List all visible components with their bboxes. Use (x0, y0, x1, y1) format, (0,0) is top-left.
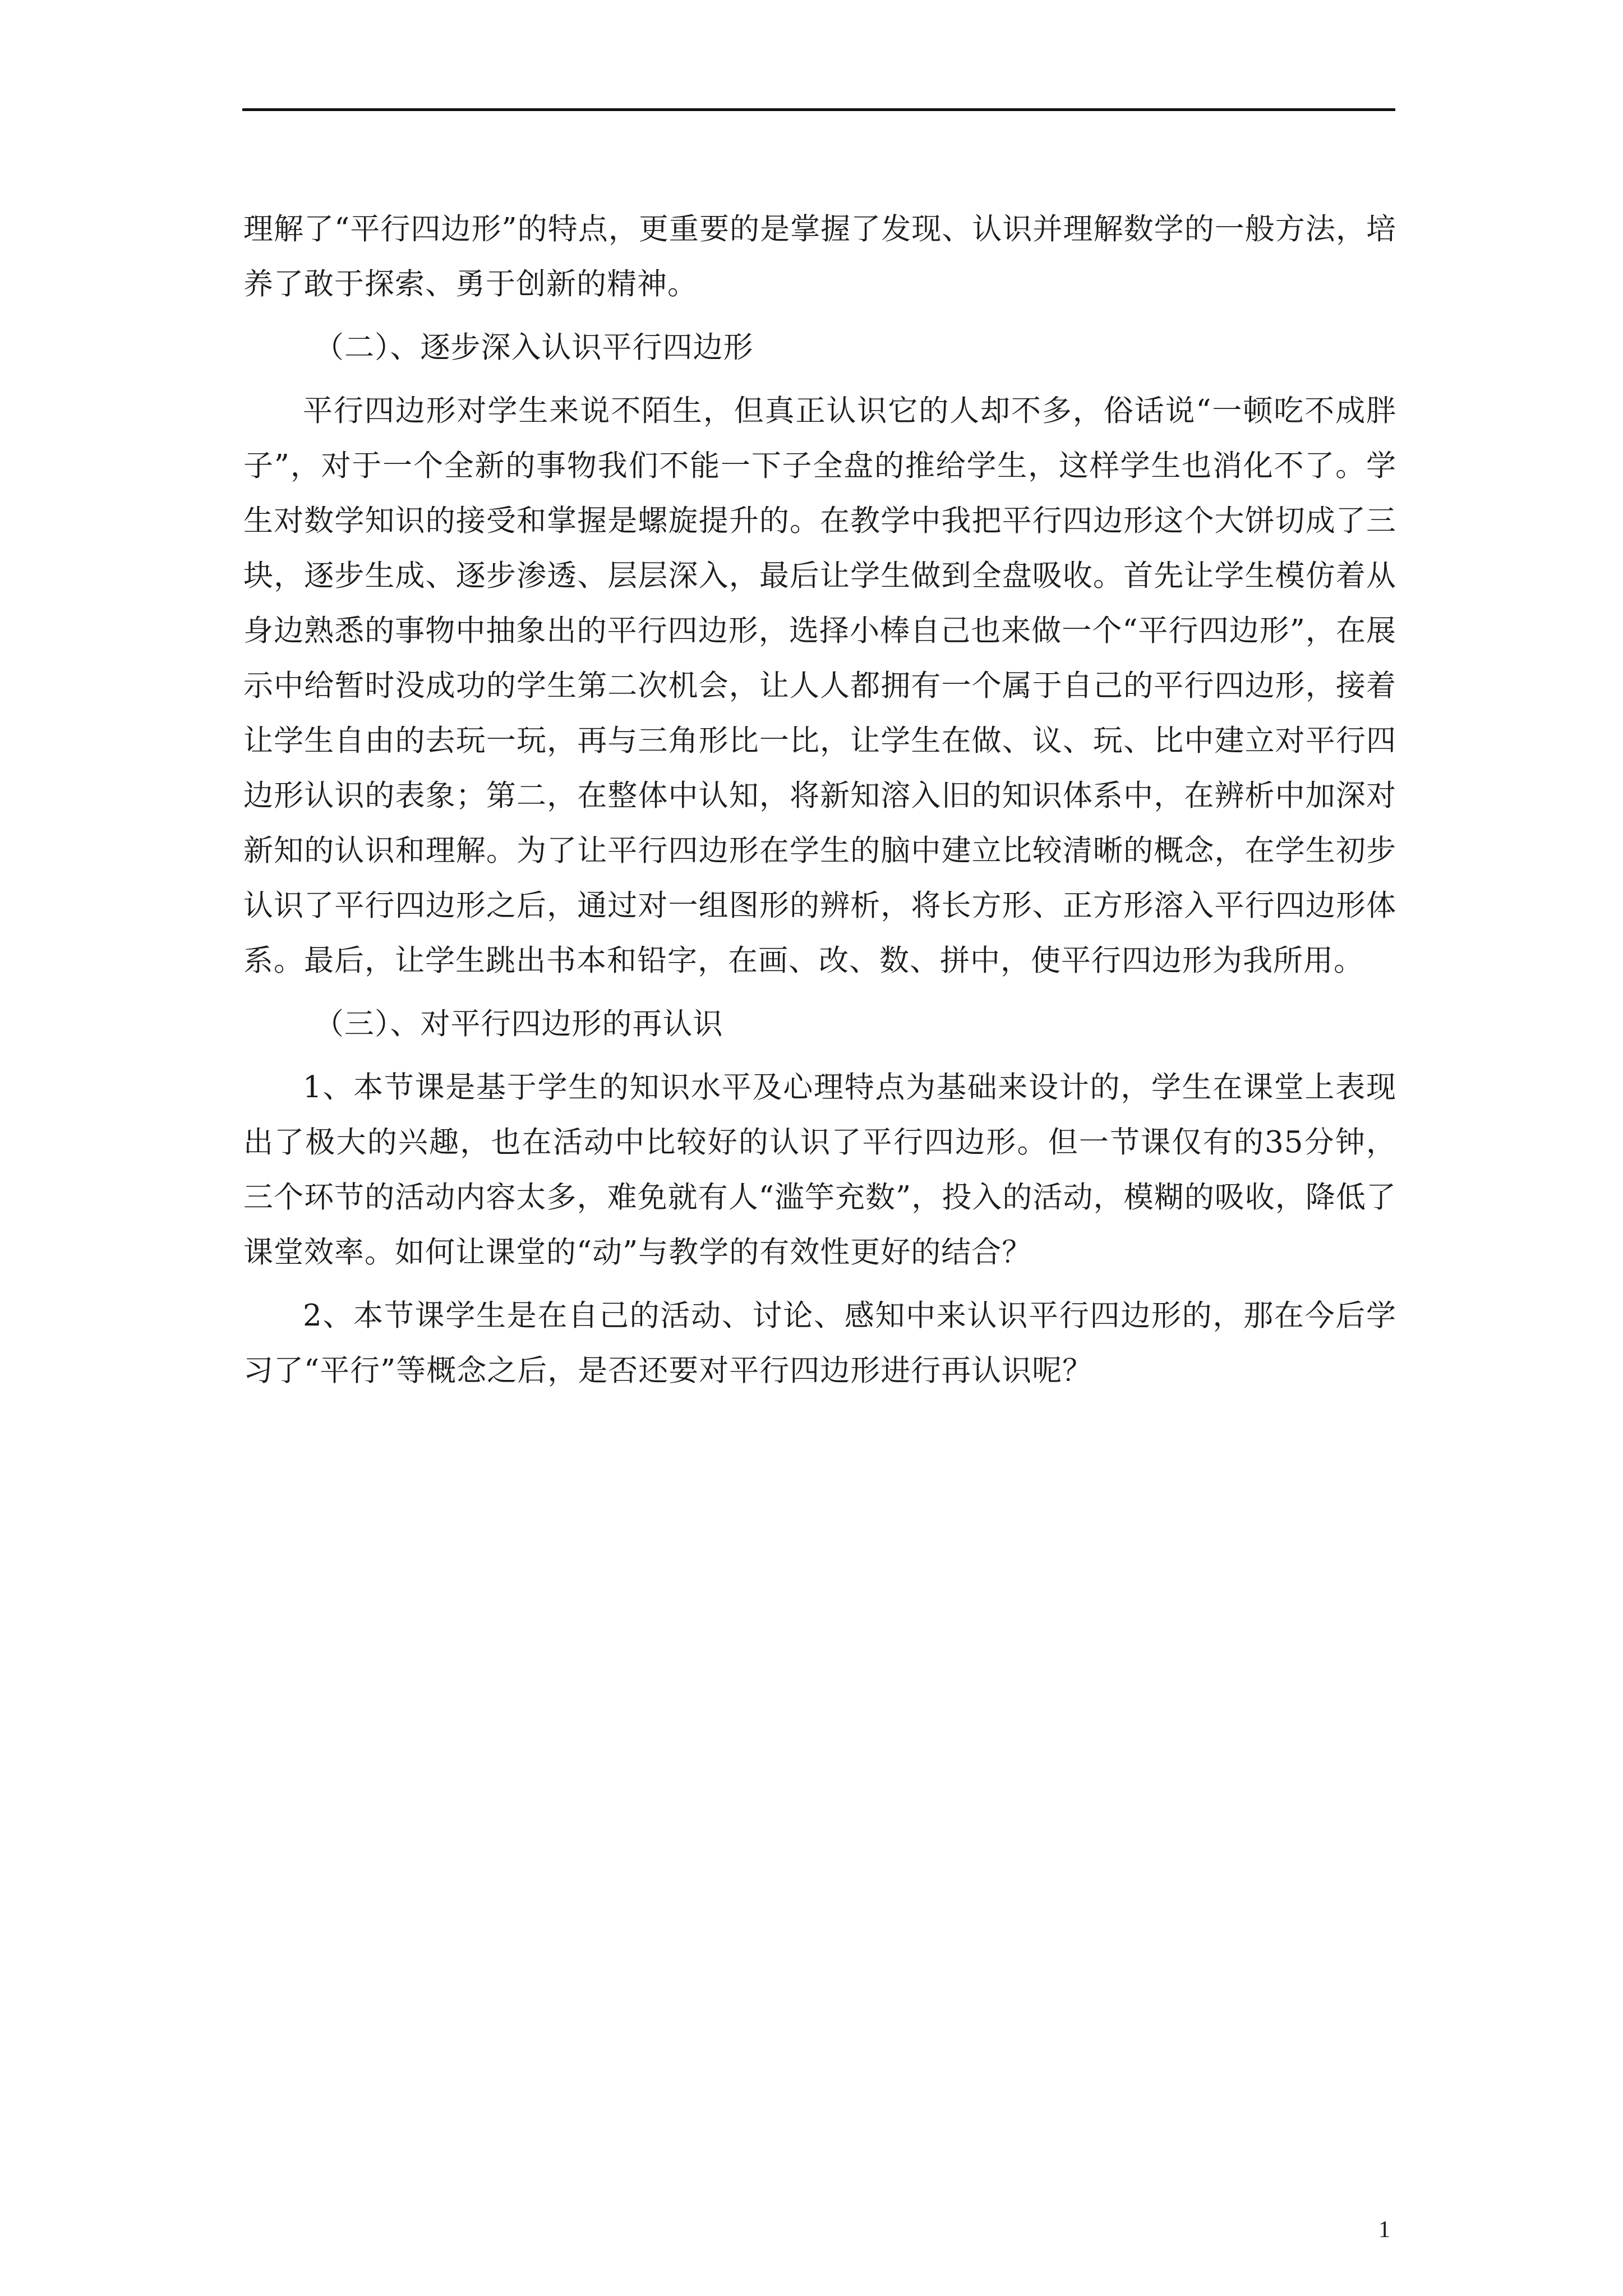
paragraph-reflection-one: 1、本节课是基于学生的知识水平及心理特点为基础来设计的，学生在课堂上表现出了极大的兴趣，也在活动中比较好的认识了平行四边形。但一节课仅有的35分钟，三个环节的活动内容太多，难免就有人“滥竽充数”，投入的活动，模糊的吸收，降低了课堂效率。如何让课堂的“动”与教学的有效性更好的结合？ (243, 1070, 1396, 1269)
section-heading-two: （二）、逐步深入认识平行四边形 (314, 330, 754, 365)
document-body (243, 202, 1396, 1407)
page-number: 1 (1378, 2217, 1390, 2243)
section-heading-three: （三）、对平行四边形的再认识 (314, 1007, 723, 1041)
paragraph-reflection-two: 2、本节课学生是在自己的活动、讨论、感知中来认识平行四边形的，那在今后学习了“平行”等概念之后，是否还要对平行四边形进行再认识呢？ (243, 1299, 1396, 1388)
paragraph-continuation: 理解了“平行四边形”的特点，更重要的是掌握了发现、认识并理解数学的一般方法，培养了敢于探索、勇于创新的精神。 (243, 212, 1396, 301)
header-rule (242, 108, 1395, 111)
paragraph-section-two: 平行四边形对学生来说不陌生，但真正认识它的人却不多，俗话说“一顿吃不成胖子”，对于一个全新的事物我们不能一下子全盘的推给学生，这样学生也消化不了。学生对数学知识的接受和掌握是螺旋提升的。在教学中我把平行四边形这个大饼切成了三块，逐步生成、逐步渗透、层层深入，最后让学生做到全盘吸收。首先让学生模仿着从身边熟悉的事物中抽象出的平行四边形，选择小棒自己也来做一个“平行四边形”，在展示中给暂时没成功的学生第二次机会，让人人都拥有一个属于自己的平行四边形，接着让学生自由的去玩一玩，再与三角形比一比，让学生在做、议、玩、比中建立对平行四边形认识的表象；第二，在整体中认知，将新知溶入旧的知识体系中，在辨析中加深对新知的认识和理解。为了让平行四边形在学生的脑中建立比较清晰的概念，在学生初步认识了平行四边形之后，通过对一组图形的辨析，将长方形、正方形溶入平行四边形体系。最后，让学生跳出书本和铅字，在画、改、数、拼中，使平行四边形为我所用。 (243, 394, 1396, 978)
